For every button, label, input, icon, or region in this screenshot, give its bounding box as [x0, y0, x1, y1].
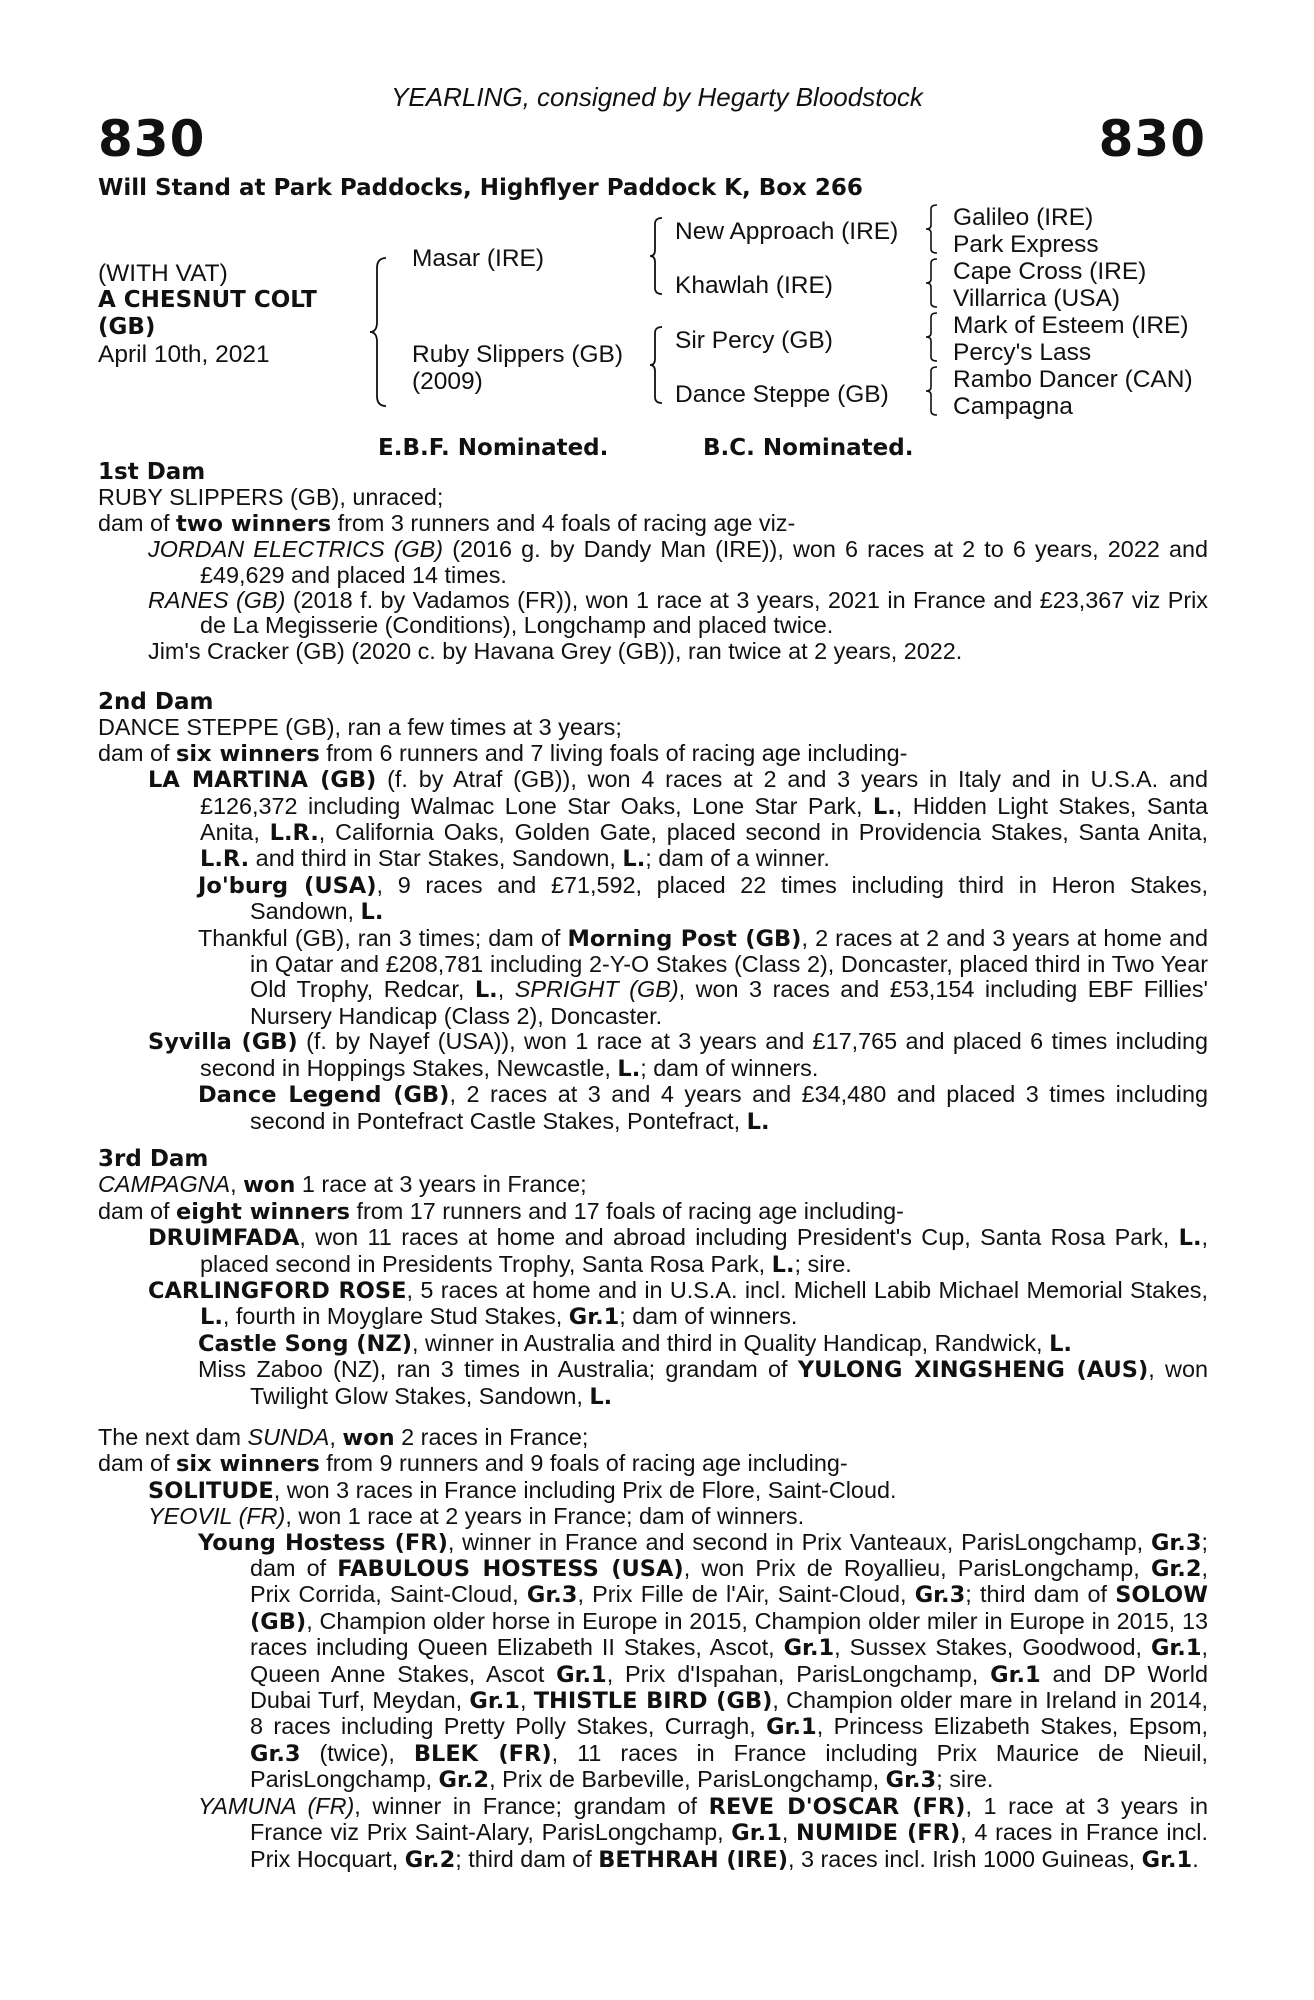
- progeny-entry: Young Hostess (FR), winner in France and second in Prix Vanteaux, ParisLongchamp, Gr.3; dam of FABULOUS HOSTESS (USA), won Prix de Royallieu, ParisLongchamp, Gr.2, Prix Corrida, Saint-Cloud, Gr.3, Prix Fille de l'Air, Saint-Cloud, Gr.3; third dam of SOLOW (GB), Champion older horse in Europe in 2015, Champion older miler in Europe in 2015, 13 races including Queen Elizabeth II Stakes, Ascot, Gr.1, Sussex Stakes, Goodwood, Gr.1, Queen Anne Stakes, Ascot Gr.1, Prix d'Ispahan, ParisLongchamp, Gr.1 and DP World Dubai Turf, Meydan, Gr.1, THISTLE BIRD (GB), Champion older mare in Ireland in 2014, 8 races including Pretty Polly Stakes, Curragh, Gr.1, Princess Elizabeth Stakes, Epsom, Gr.3 (twice), BLEK (FR), 11 races in France including Prix Maurice de Nieuil, ParisLongchamp, Gr.2, Prix de Barbeville, ParisLongchamp, Gr.3; sire.: [198, 1528, 1209, 1794]
- pedigree-brace-ds: [924, 311, 942, 363]
- progeny-entry: JORDAN ELECTRICS (GB) (2016 g. by Dandy Man (IRE)), won 6 races at 2 to 6 years, 2022 and £49,629 and placed 14 times.: [148, 536, 1208, 588]
- second-dam-produce-summary: dam of six winners from 6 runners and 7 living foals of racing age including-: [98, 739, 908, 767]
- third-dam-produce-summary: dam of eight winners from 17 runners and 17 foals of racing age including-: [98, 1197, 904, 1225]
- pedigree-brace-sire: [648, 216, 668, 296]
- pedigree-brace-dd: [924, 365, 942, 417]
- lot-number-left: 830: [98, 110, 206, 168]
- progeny-entry: RANES (GB) (2018 f. by Vadamos (FR)), won 1 race at 3 years, 2021 in France and £23,367 viz Prix de La Megisserie (Conditions), Longchamp and placed twice.: [148, 587, 1208, 639]
- horse-name: A CHESNUT COLT: [98, 287, 317, 313]
- lot-number-right: 830: [1098, 110, 1206, 168]
- progeny-entry: CARLINGFORD ROSE, 5 races at home and in U.S.A. incl. Michell Labib Michael Memorial Stakes, L., fourth in Moyglare Stud Stakes, Gr.1; dam of winners.: [148, 1277, 1208, 1331]
- dam-dam: Dance Steppe (GB): [675, 381, 889, 408]
- first-dam-section: [98, 460, 1208, 664]
- dam-sire: Sir Percy (GB): [675, 327, 833, 354]
- sire-dam: Khawlah (IRE): [675, 272, 833, 299]
- ebf-nomination: E.B.F. Nominated.: [378, 435, 609, 461]
- progeny-entry: LA MARTINA (GB) (f. by Atraf (GB)), won 4 races at 2 and 3 years in Italy and in U.S.A. and £126,372 including Walmac Lone Star Oaks, Lone Star Park, L., Hidden Light Stakes, Santa Anita, L.R., California Oaks, Golden Gate, placed second in Providencia Stakes, Santa Anita, L.R. and third in Star Stakes, Sandown, L.; dam of a winner.: [148, 766, 1208, 873]
- third-dam-heading: 3rd Dam: [98, 1146, 209, 1172]
- bc-nomination: B.C. Nominated.: [703, 435, 914, 461]
- first-dam-heading: 1st Dam: [98, 459, 206, 485]
- consignor-line: YEARLING, consigned by Hegarty Bloodstock: [391, 82, 923, 112]
- horse-country: (GB): [98, 314, 156, 340]
- progeny-entry: SOLITUDE, won 3 races in France including Prix de Flore, Saint-Cloud.: [148, 1476, 897, 1504]
- progeny-entry: Jo'burg (USA), 9 races and £71,592, placed 22 times including third in Heron Stakes, Sandown, L.: [198, 871, 1208, 926]
- dd-sire: Rambo Dancer (CAN): [953, 366, 1193, 393]
- sd-sire: Cape Cross (IRE): [953, 258, 1147, 285]
- progeny-entry: Dance Legend (GB), 2 races at 3 and 4 years and £34,480 and placed 3 times including second in Pontefract Castle Stakes, Pontefract, L.: [198, 1081, 1208, 1135]
- foaling-date: April 10th, 2021: [98, 341, 270, 368]
- ds-dam: Percy's Lass: [953, 339, 1092, 366]
- progeny-entry: YEOVIL (FR), won 1 race at 2 years in France; dam of winners.: [148, 1503, 805, 1530]
- next-dam-produce-summary: dam of six winners from 9 runners and 9 foals of racing age including-: [98, 1450, 848, 1478]
- pedigree-brace-ss: [924, 203, 942, 255]
- second-dam-line: DANCE STEPPE (GB), ran a few times at 3 years;: [98, 714, 622, 741]
- second-dam-heading: 2nd Dam: [98, 689, 214, 715]
- stand-location: Will Stand at Park Paddocks, Highflyer Paddock K, Box 266: [98, 175, 863, 201]
- third-dam-line: CAMPAGNA, won 1 race at 3 years in France;: [98, 1171, 587, 1199]
- sd-dam: Villarrica (USA): [953, 285, 1120, 312]
- dam-year: (2009): [412, 368, 483, 395]
- ds-sire: Mark of Esteem (IRE): [953, 312, 1189, 339]
- pedigree-brace-main: [368, 256, 392, 408]
- progeny-entry: Jim's Cracker (GB) (2020 c. by Havana Grey (GB)), ran twice at 2 years, 2022.: [148, 637, 963, 664]
- progeny-entry: Castle Song (NZ), winner in Australia and third in Quality Handicap, Randwick, L.: [198, 1329, 1072, 1357]
- progeny-entry: DRUIMFADA, won 11 races at home and abroad including President's Cup, Santa Rosa Park, L., placed second in Presidents Trophy, Santa Rosa Park, L.; sire.: [148, 1224, 1208, 1278]
- second-dam-section: [98, 690, 1208, 1135]
- ss-dam: Park Express: [953, 231, 1099, 258]
- dam-name: Ruby Slippers (GB): [412, 341, 624, 368]
- progeny-entry: Syvilla (GB) (f. by Nayef (USA)), won 1 race at 3 years and £17,765 and placed 6 times including second in Hoppings Stakes, Newcastle, L.; dam of winners.: [148, 1028, 1208, 1082]
- sire-sire: New Approach (IRE): [675, 218, 899, 245]
- progeny-entry: YAMUNA (FR), winner in France; grandam of REVE D'OSCAR (FR), 1 race at 3 years in France viz Prix Saint-Alary, ParisLongchamp, Gr.1, NUMIDE (FR), 4 races in France incl. Prix Hocquart, Gr.2; third dam of BETHRAH (IRE), 3 races incl. Irish 1000 Guineas, Gr.1.: [198, 1792, 1209, 1873]
- third-dam-section: [98, 1147, 1208, 1410]
- next-dam-line: The next dam SUNDA, won 2 races in France;: [98, 1424, 589, 1451]
- first-dam-produce-summary: dam of two winners from 3 runners and 4 foals of racing age viz-: [98, 509, 796, 537]
- ss-sire: Galileo (IRE): [953, 204, 1094, 231]
- progeny-entry: Miss Zaboo (NZ), ran 3 times in Australia; grandam of YULONG XINGSHENG (AUS), won Twilight Glow Stakes, Sandown, L.: [198, 1356, 1208, 1410]
- dd-dam: Campagna: [953, 393, 1073, 420]
- progeny-entry: Thankful (GB), ran 3 times; dam of Morning Post (GB), 2 races at 2 and 3 years at home and in Qatar and £208,781 including 2-Y-O Stakes (Class 2), Doncaster, placed third in Two Year Old Trophy, Redcar, L., SPRIGHT (GB), won 3 races and £53,154 including EBF Fillies' Nursery Handicap (Class 2), Doncaster.: [198, 924, 1208, 1029]
- pedigree-brace-dam: [648, 325, 668, 405]
- vat-note: (WITH VAT): [98, 260, 228, 287]
- pedigree-brace-sd: [924, 257, 942, 309]
- next-dam-section: [98, 1425, 1208, 1873]
- first-dam-line: RUBY SLIPPERS (GB), unraced;: [98, 484, 444, 511]
- sire-name: Masar (IRE): [412, 245, 545, 272]
